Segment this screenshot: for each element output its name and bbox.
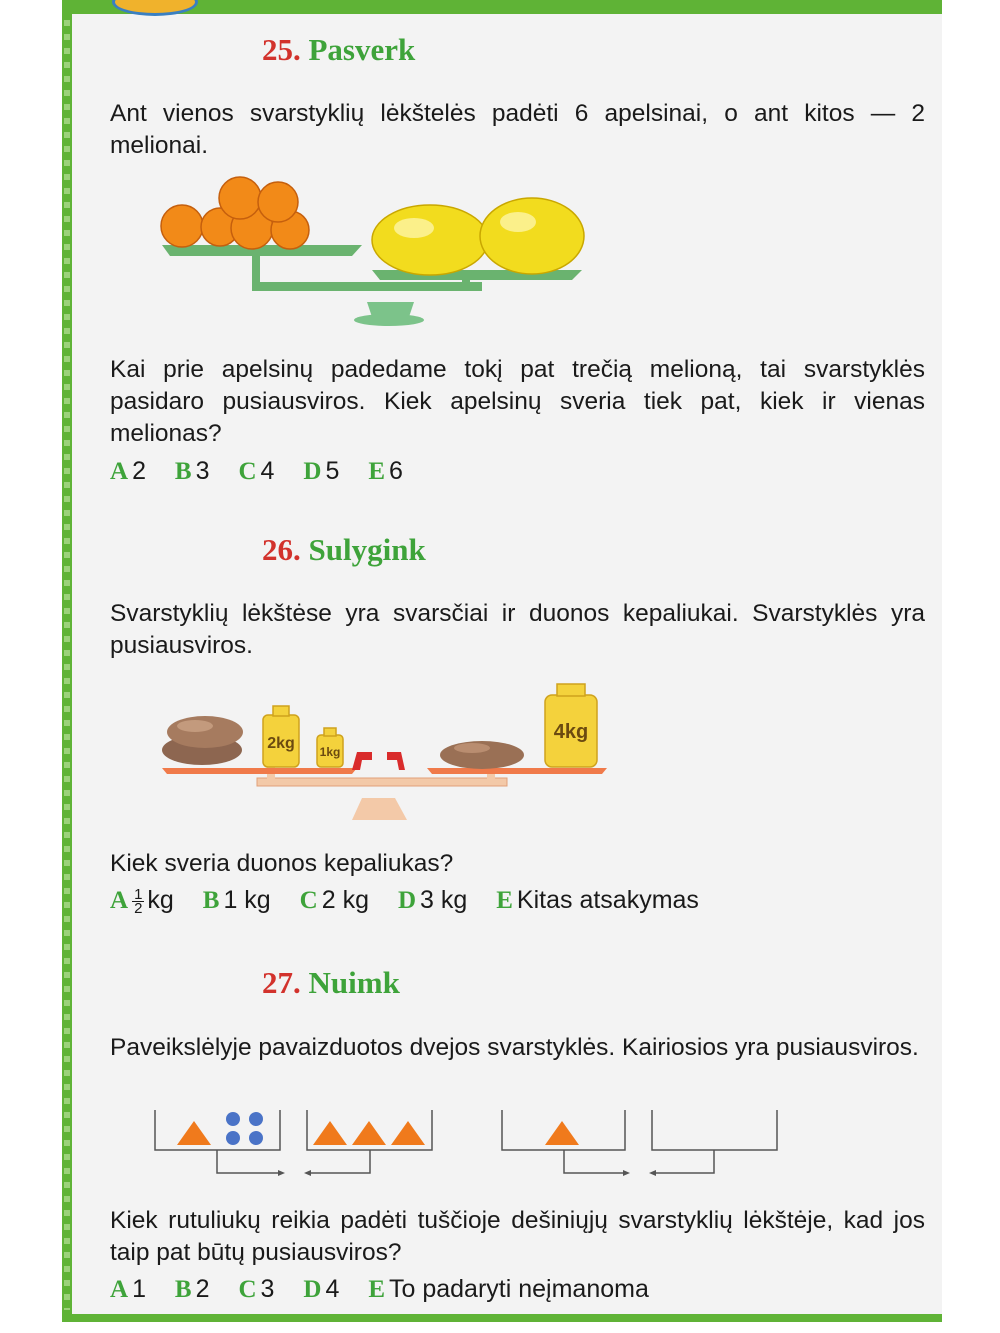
answer-value: 4: [260, 457, 275, 485]
answer-option[interactable]: [175, 457, 210, 486]
problem-title: Sulygink: [308, 532, 426, 567]
answer-letter: D: [397, 887, 417, 914]
bottom-green-bar: [62, 1314, 942, 1322]
answer-value: 3: [195, 457, 210, 485]
problem-title: Nuimk: [308, 965, 400, 1000]
answer-value: 1 kg: [223, 886, 271, 914]
answer-option[interactable]: [398, 886, 467, 915]
problem-27-intro: Paveikslėlyje pavaizduotos dvejos svarstyklės. Kairiosios yra pusiausviros.: [110, 1034, 919, 1061]
answer-option[interactable]: [368, 457, 403, 486]
answer-option[interactable]: [110, 457, 146, 486]
two-balance-scales-diagram: [152, 1105, 792, 1180]
answer-option[interactable]: [110, 1275, 146, 1304]
answer-letter: C: [299, 887, 318, 914]
problem-27-question: Kiek rutuliukų reikia padėti tuščioje dešiniųjų svarstyklių lėkštėje, kad jos taip pat būtų pusiausviros?: [110, 1207, 925, 1266]
answer-value: 3: [260, 1275, 275, 1303]
answer-option[interactable]: [303, 457, 339, 486]
answer-value: 2: [195, 1275, 210, 1303]
orange-melon-scale-illustration: [152, 170, 602, 330]
problem-25-heading: [262, 32, 415, 68]
problem-26-question: Kiek sveria duonos kepaliukas?: [110, 850, 454, 877]
answer-option[interactable]: [238, 1275, 274, 1304]
answer-value: 3 kg: [420, 886, 468, 914]
answer-letter: A: [110, 1276, 129, 1303]
problem-number: 25.: [262, 32, 301, 67]
weight-label: 4kg: [553, 721, 589, 743]
answer-letter: C: [238, 1276, 257, 1303]
problem-number: 27.: [262, 965, 301, 1000]
answer-value: 1: [132, 1275, 146, 1303]
bread-weights-scale-illustration: [157, 680, 617, 825]
problem-25-answers: [110, 457, 425, 486]
answer-option[interactable]: [496, 886, 699, 915]
answer-value: kg: [147, 886, 174, 914]
answer-value: 2: [132, 457, 146, 485]
answer-value: 6: [389, 457, 403, 485]
answer-option[interactable]: [238, 457, 274, 486]
answer-value: To padaryti neįmanoma: [389, 1275, 649, 1303]
problem-25-intro: Ant vienos svarstyklių lėkštelės padėti 6 apelsinai, o ant kitos — 2 melionai.: [110, 100, 925, 159]
problem-27-answers: [110, 1275, 671, 1304]
problem-25-question: Kai prie apelsinų padedame tokį pat trečią melioną, tai svarstyklės pasidaro pusiausviros. Kiek apelsinų sveria tiek pat, kiek ir vienas melionas?: [110, 356, 925, 447]
problem-26-intro: Svarstyklių lėkštėse yra svarsčiai ir duonos kepaliukai. Svarstyklės yra pusiausviros.: [110, 600, 925, 659]
fraction-one-half: [132, 885, 144, 917]
problem-26-heading: [262, 532, 426, 568]
answer-letter: D: [303, 458, 322, 485]
answer-letter: A: [110, 458, 129, 485]
answer-option[interactable]: [303, 1275, 339, 1304]
answer-option[interactable]: [368, 1275, 649, 1304]
answer-value: 5: [325, 457, 340, 485]
answer-letter: D: [303, 1276, 322, 1303]
fraction-denominator: 2: [134, 899, 143, 917]
problem-27-heading: [262, 965, 400, 1001]
answer-value: 2 kg: [321, 886, 369, 914]
answer-letter: A: [110, 887, 129, 914]
answer-value: 4: [325, 1275, 340, 1303]
fraction-numerator: 1: [134, 885, 143, 903]
page-corner: [72, 14, 132, 74]
textbook-page: [62, 0, 942, 1322]
answer-letter: B: [174, 458, 192, 485]
problem-26-answers: [110, 886, 721, 915]
answer-option[interactable]: [300, 886, 369, 915]
answer-option[interactable]: [175, 1275, 210, 1304]
answer-letter: C: [238, 458, 257, 485]
answer-option[interactable]: [110, 886, 174, 915]
weight-label: 2kg: [267, 735, 295, 752]
left-decorative-band: [62, 0, 72, 1322]
answer-letter: B: [202, 887, 220, 914]
answer-letter: E: [368, 458, 385, 485]
weight-label: 1kg: [319, 745, 341, 759]
problem-title: Pasverk: [308, 32, 416, 67]
answer-value: Kitas atsakymas: [516, 886, 699, 914]
answer-letter: E: [496, 887, 513, 914]
answer-letter: E: [368, 1276, 385, 1303]
answer-option[interactable]: [203, 886, 271, 915]
problem-number: 26.: [262, 532, 301, 567]
answer-letter: B: [174, 1276, 192, 1303]
